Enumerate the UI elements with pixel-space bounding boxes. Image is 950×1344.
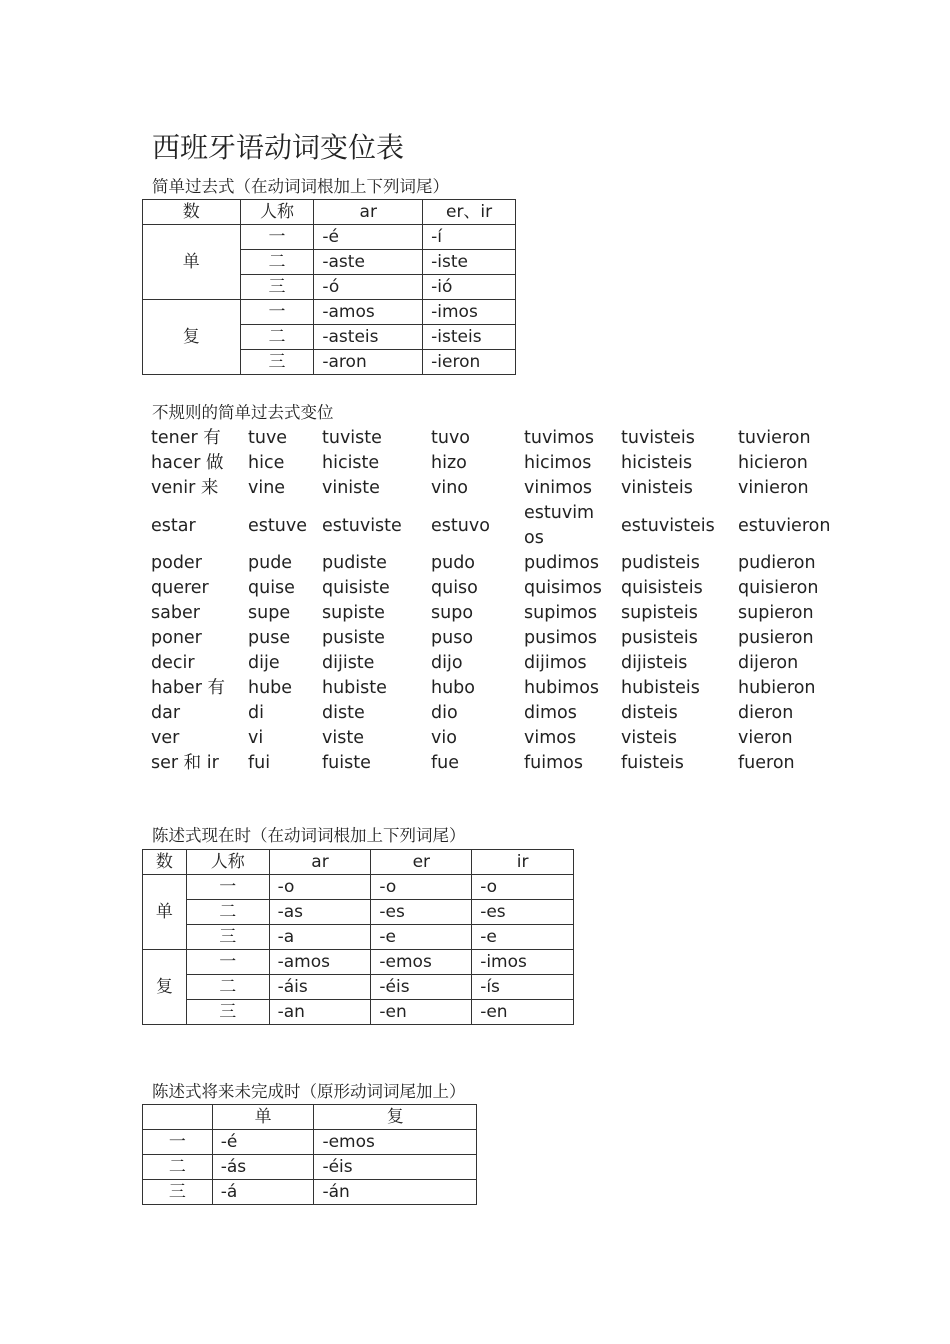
person-cell: 三 xyxy=(240,350,314,375)
verb-form: hice xyxy=(248,453,285,473)
ending-cell: -emos xyxy=(371,950,472,975)
table-header-row xyxy=(143,850,574,875)
verb-infinitive: querer xyxy=(151,578,209,598)
ending-cell: -emos xyxy=(314,1130,477,1155)
ending-cell: -es xyxy=(371,900,472,925)
number-cell: 复 xyxy=(143,950,187,1025)
present-caption: 陈述式现在时（在动词词根加上下列词尾） xyxy=(152,826,466,845)
ending-cell: -í xyxy=(423,225,516,250)
verb-form: pudiste xyxy=(322,553,387,573)
table-header-row xyxy=(143,200,516,225)
ending-cell: -o xyxy=(371,875,472,900)
person-cell: 二 xyxy=(240,250,314,275)
person-cell: 三 xyxy=(143,1180,213,1205)
verb-form: dije xyxy=(248,653,280,673)
verb-form: pusieron xyxy=(738,628,814,648)
header-cell: ir xyxy=(472,850,574,875)
verb-form: tuvisteis xyxy=(621,428,695,448)
verb-form: dimos xyxy=(524,703,577,723)
verb-form: vinimos xyxy=(524,478,593,498)
verb-form: quisimos xyxy=(524,578,602,598)
person-cell: 二 xyxy=(143,1155,213,1180)
verb-form: vi xyxy=(248,728,264,748)
verb-form: dijisteis xyxy=(621,653,688,673)
person-cell: 三 xyxy=(240,275,314,300)
person-cell: 一 xyxy=(240,225,314,250)
header-cell: 数 xyxy=(143,850,187,875)
verb-form: fuimos xyxy=(524,753,583,773)
verb-form: quisiste xyxy=(322,578,390,598)
table-row xyxy=(143,950,574,975)
verb-form: supo xyxy=(431,603,474,623)
verb-form: pudo xyxy=(431,553,476,573)
ending-cell: -e xyxy=(371,925,472,950)
verb-form: vimos xyxy=(524,728,577,748)
number-cell: 复 xyxy=(143,300,241,375)
verb-form: tuvimos xyxy=(524,428,595,448)
ending-cell: -é xyxy=(212,1130,314,1155)
person-cell: 三 xyxy=(186,1000,269,1025)
ending-cell: -éis xyxy=(314,1155,477,1180)
verb-form: visteis xyxy=(621,728,677,748)
header-cell: er xyxy=(371,850,472,875)
ending-cell: -en xyxy=(371,1000,472,1025)
header-cell: ar xyxy=(269,850,371,875)
verb-form: tuviste xyxy=(322,428,382,448)
verb-form: pusisteis xyxy=(621,628,698,648)
verb-infinitive: venir 来 xyxy=(151,478,219,498)
number-cell: 单 xyxy=(143,225,241,300)
verb-form: hiciste xyxy=(322,453,380,473)
verb-form: hubimos xyxy=(524,678,600,698)
verb-infinitive: dar xyxy=(151,703,181,723)
table-row xyxy=(143,900,574,925)
verb-form: puse xyxy=(248,628,291,648)
ending-cell: -aste xyxy=(314,250,423,275)
person-cell: 一 xyxy=(143,1130,213,1155)
verb-form: viniste xyxy=(322,478,380,498)
verb-form: quise xyxy=(248,578,295,598)
ending-cell: -amos xyxy=(314,300,423,325)
ending-cell: -iste xyxy=(423,250,516,275)
header-cell: 复 xyxy=(314,1105,477,1130)
verb-form: vino xyxy=(431,478,469,498)
ending-cell: -áis xyxy=(269,975,371,1000)
ending-cell: -ó xyxy=(314,275,423,300)
preterite-caption: 简单过去式（在动词词根加上下列词尾） xyxy=(152,177,449,196)
table-row xyxy=(143,1155,477,1180)
header-cell: ar xyxy=(314,200,423,225)
verb-infinitive: ser 和 ir xyxy=(151,753,219,773)
verb-form: puso xyxy=(431,628,474,648)
verb-form: pusiste xyxy=(322,628,385,648)
person-cell: 三 xyxy=(186,925,269,950)
table-row xyxy=(143,975,574,1000)
verb-form: fueron xyxy=(738,753,795,773)
verb-form: estuvimos xyxy=(524,503,595,548)
ending-cell: -o xyxy=(472,875,574,900)
table-row xyxy=(143,875,574,900)
verb-form: dijeron xyxy=(738,653,799,673)
verb-form: vinieron xyxy=(738,478,809,498)
verb-form: dijimos xyxy=(524,653,587,673)
verb-form: supiste xyxy=(322,603,385,623)
ending-cell: -án xyxy=(314,1180,477,1205)
header-cell: 数 xyxy=(143,200,241,225)
verb-form: supe xyxy=(248,603,291,623)
person-cell: 二 xyxy=(186,900,269,925)
verb-infinitive: hacer 做 xyxy=(151,453,224,473)
ending-cell: -en xyxy=(472,1000,574,1025)
verb-infinitive: ver xyxy=(151,728,180,748)
verb-form: hizo xyxy=(431,453,467,473)
person-cell: 一 xyxy=(240,300,314,325)
verb-form: hubiste xyxy=(322,678,387,698)
verb-form: quisisteis xyxy=(621,578,703,598)
verb-form: quisieron xyxy=(738,578,819,598)
ending-cell: -es xyxy=(472,900,574,925)
verb-form: tuvieron xyxy=(738,428,811,448)
verb-form: pudieron xyxy=(738,553,816,573)
verb-form: estuvisteis xyxy=(621,515,715,536)
present-table xyxy=(142,849,574,1025)
verb-form: estuve xyxy=(248,515,307,536)
header-cell: 人称 xyxy=(240,200,314,225)
verb-form: supieron xyxy=(738,603,814,623)
irregular-caption: 不规则的简单过去式变位 xyxy=(152,403,334,422)
table-header-row xyxy=(143,1105,477,1130)
verb-form: tuve xyxy=(248,428,288,448)
verb-form: fuiste xyxy=(322,753,371,773)
ending-cell: -ís xyxy=(472,975,574,1000)
person-cell: 二 xyxy=(240,325,314,350)
ending-cell: -éis xyxy=(371,975,472,1000)
verb-form: pudimos xyxy=(524,553,600,573)
verb-infinitive: haber 有 xyxy=(151,678,225,698)
verb-form: vio xyxy=(431,728,457,748)
ending-cell: -ieron xyxy=(423,350,516,375)
verb-form: hubo xyxy=(431,678,475,698)
verb-infinitive: saber xyxy=(151,603,200,623)
verb-form: hube xyxy=(248,678,293,698)
future-table xyxy=(142,1104,477,1205)
verb-form: tuvo xyxy=(431,428,471,448)
verb-infinitive: poder xyxy=(151,553,202,573)
verb-form: quiso xyxy=(431,578,478,598)
verb-form: supisteis xyxy=(621,603,698,623)
verb-form: hicieron xyxy=(738,453,808,473)
future-caption: 陈述式将来未完成时（原形动词词尾加上） xyxy=(152,1082,466,1101)
verb-form: pusimos xyxy=(524,628,598,648)
ending-cell: -aron xyxy=(314,350,423,375)
verb-form: estuviste xyxy=(322,515,402,536)
verb-form: viste xyxy=(322,728,364,748)
verb-form: vieron xyxy=(738,728,793,748)
ending-cell: -o xyxy=(269,875,371,900)
verb-infinitive: poner xyxy=(151,628,202,648)
person-cell: 一 xyxy=(186,950,269,975)
verb-form: fue xyxy=(431,753,460,773)
verb-form: diste xyxy=(322,703,365,723)
ending-cell: -a xyxy=(269,925,371,950)
verb-form: estuvieron xyxy=(738,515,831,536)
ending-cell: -asteis xyxy=(314,325,423,350)
ending-cell: -isteis xyxy=(423,325,516,350)
ending-cell: -as xyxy=(269,900,371,925)
verb-form: dijiste xyxy=(322,653,375,673)
ending-cell: -imos xyxy=(472,950,574,975)
table-row xyxy=(143,925,574,950)
number-cell: 单 xyxy=(143,875,187,950)
verb-form: hicimos xyxy=(524,453,592,473)
verb-form: vinisteis xyxy=(621,478,693,498)
verb-form: hicisteis xyxy=(621,453,693,473)
header-cell: 单 xyxy=(212,1105,314,1130)
verb-form: di xyxy=(248,703,264,723)
header-cell: er、ir xyxy=(423,200,516,225)
ending-cell: -an xyxy=(269,1000,371,1025)
table-row xyxy=(143,1180,477,1205)
verb-form: hubieron xyxy=(738,678,816,698)
verb-form: pudisteis xyxy=(621,553,700,573)
ending-cell: -ió xyxy=(423,275,516,300)
verb-infinitive: decir xyxy=(151,653,195,673)
verb-form: pude xyxy=(248,553,293,573)
ending-cell: -imos xyxy=(423,300,516,325)
ending-cell: -amos xyxy=(269,950,371,975)
table-row xyxy=(143,1000,574,1025)
verb-form: fuisteis xyxy=(621,753,684,773)
verb-form: vine xyxy=(248,478,286,498)
verb-form: dieron xyxy=(738,703,794,723)
verb-form: dio xyxy=(431,703,458,723)
verb-infinitive: tener 有 xyxy=(151,428,221,448)
table-row xyxy=(143,300,516,325)
verb-form: disteis xyxy=(621,703,678,723)
verb-form: estuvo xyxy=(431,515,490,536)
verb-infinitive: estar xyxy=(151,515,196,536)
preterite-table xyxy=(142,199,516,375)
header-cell: 人称 xyxy=(186,850,269,875)
verb-form: dijo xyxy=(431,653,463,673)
person-cell: 一 xyxy=(186,875,269,900)
person-cell: 二 xyxy=(186,975,269,1000)
header-cell xyxy=(143,1105,213,1130)
ending-cell: -é xyxy=(314,225,423,250)
table-row xyxy=(143,1130,477,1155)
verb-form: supimos xyxy=(524,603,598,623)
table-row xyxy=(143,225,516,250)
ending-cell: -á xyxy=(212,1180,314,1205)
verb-form: hubisteis xyxy=(621,678,700,698)
verb-form: fui xyxy=(248,753,271,773)
ending-cell: -e xyxy=(472,925,574,950)
page-title: 西班牙语动词变位表 xyxy=(152,131,405,164)
ending-cell: -ás xyxy=(212,1155,314,1180)
